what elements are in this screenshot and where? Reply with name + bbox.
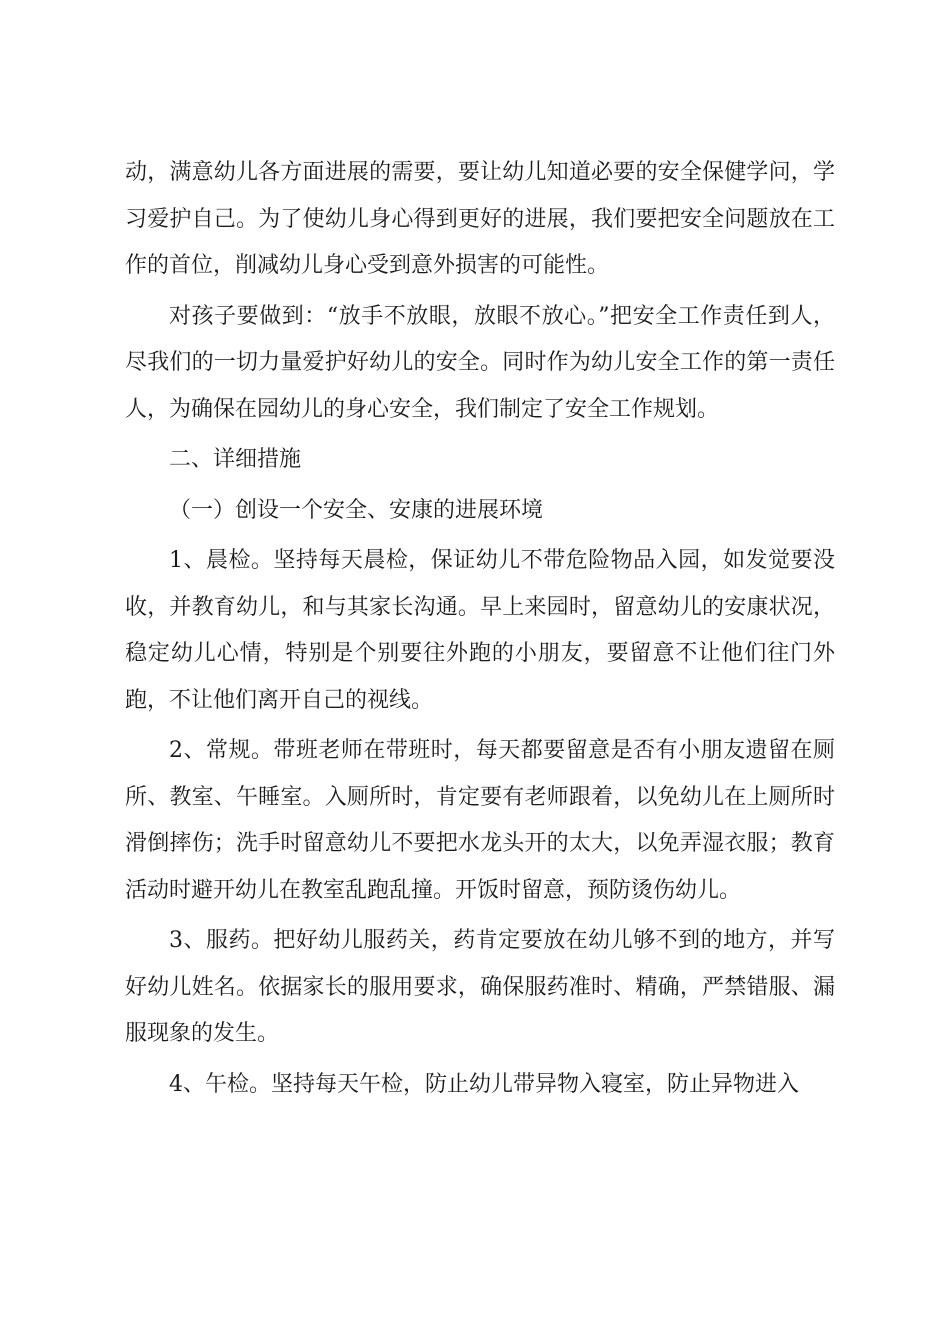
paragraph-safety-responsibility: 对孩子要做到：“放手不放眼，放眼不放心。”把安全工作责任到人，尽我们的一切力量爱护好幼儿的安全。同时作为幼儿安全工作的第一责任人，为确保在园幼儿的身心安全，我们制定了安全工作规划。 (125, 303, 835, 422)
section-heading-measures: 二、详细措施 (169, 447, 302, 472)
subsection-heading-environment: （一）创设一个安全、安康的进展环境 (169, 497, 544, 523)
paragraph-continuation: 动，满意幼儿各方面进展的需要，要让幼儿知道必要的安全保健学问，学习爱护自己。为了使幼儿身心得到更好的进展，我们要把安全问题放在工作的首位，削减幼儿身心受到意外损害的可能性。 (125, 160, 835, 278)
paragraph-medication: 3、服药。把好幼儿服药关，药肯定要放在幼儿够不到的地方，并写好幼儿姓名。依据家长的服用要求，确保服药准时、精确，严禁错服、漏服现象的发生。 (125, 928, 835, 1046)
paragraph-routine: 2、常规。带班老师在带班时，每天都要留意是否有小朋友遗留在厕所、教室、午睡室。入厕所时，肯定要有老师跟着，以免幼儿在上厕所时滑倒摔伤；洗手时留意幼儿不要把水龙头开的太大，以免弄湿衣服；教育活动时避开幼儿在教室乱跑乱撞。开饭时留意，预防烫伤幼儿。 (125, 738, 835, 903)
paragraph-noon-check: 4、午检。坚持每天午检，防止幼儿带异物入寝室，防止异物进入 (169, 1071, 799, 1097)
document-body (125, 150, 835, 1112)
paragraph-morning-check: 1、晨检。坚持每天晨检，保证幼儿不带危险物品入园，如发觉要没收，并教育幼儿，和与其家长沟通。早上来园时，留意幼儿的安康状况，稳定幼儿心情，特别是个别要往外跑的小朋友，要留意不让他们往门外跑，不让他们离开自己的视线。 (125, 548, 835, 713)
